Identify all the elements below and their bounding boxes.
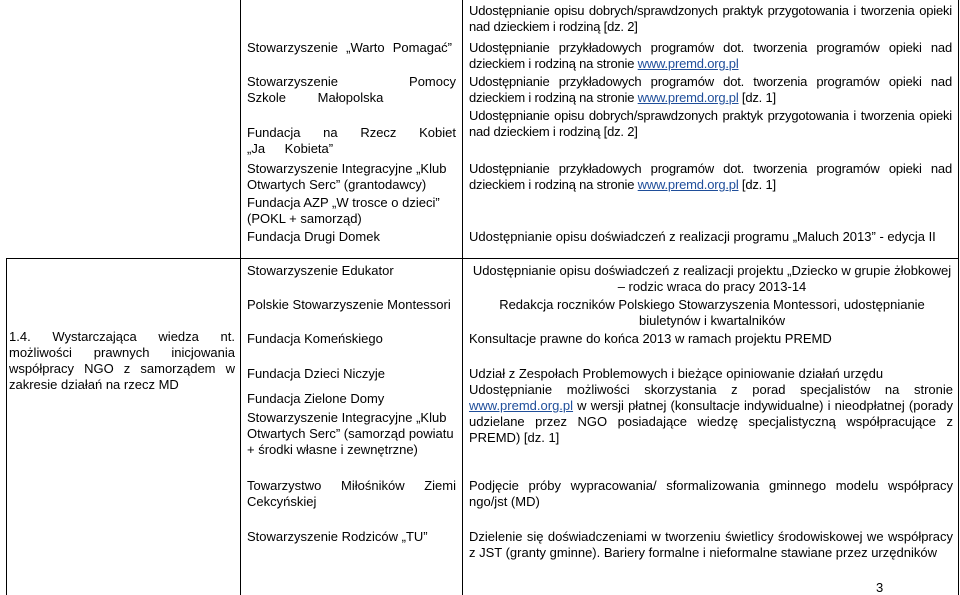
- action-rodzicow-tu: Dzielenie się doświadczeniami w tworzeniu świetlicy środowiskowej we współpracy z JST (granty gminne). Bariery formalne i nieformalne stawiane przez urzędników: [469, 529, 953, 560]
- org-rodzicow-tu: Stowarzyszenie Rodziców „TU”: [247, 529, 428, 544]
- action-sample-programs-3: Udostępnianie przykładowych programów dot. tworzenia programów opieki nad dzieckiem i rodziną na stronie www.premd.org.pl [dz. 1]: [469, 161, 952, 192]
- action-montessori: Redakcja roczników Polskiego Stowarzyszenia Montessori, udostępnianie biuletynów i kwartalników: [499, 297, 925, 328]
- org-zielone-domy: Fundacja Zielone Domy: [247, 391, 385, 406]
- org-komenskiego: Fundacja Komeńskiego: [247, 331, 383, 346]
- action-sample-programs-1: Udostępnianie przykładowych programów dot. tworzenia programów opieki nad dzieckiem i rodziną na stronie www.premd.org.pl: [469, 40, 952, 71]
- table-row-divider: [6, 258, 959, 259]
- org-drugi-domek: Fundacja Drugi Domek: [247, 229, 380, 244]
- org-warto-pomagac: Stowarzyszenie „Warto Pomagać”: [247, 40, 452, 55]
- premd-link[interactable]: www.premd.org.pl: [469, 398, 574, 413]
- premd-link[interactable]: www.premd.org.pl: [637, 56, 739, 71]
- org-ja-kobieta: Fundacja na Rzecz Kobiet „Ja Kobieta”: [247, 125, 456, 156]
- org-edukator: Stowarzyszenie Edukator: [247, 263, 394, 278]
- section-label: 1.4. Wystarczająca wiedza nt. możliwości prawnych inicjowania współpracy NGO z samorządem w zakresie działań na rzecz MD: [9, 329, 235, 392]
- org-dzieci-niczyje: Fundacja Dzieci Niczyje: [247, 366, 385, 381]
- action-edukator: Udostępnianie opisu doświadczeń z realizacji projektu „Dziecko w grupie żłobkowej – rodzic wraca do pracy 2013-14: [472, 263, 952, 294]
- org-pomocy-szkole: Stowarzyszenie Pomocy Szkole Małopolska: [247, 74, 456, 105]
- table-border-right: [958, 0, 959, 595]
- action-cekcyn: Podjęcie próby wypracowania/ sformalizowania gminnego modelu współpracy ngo/jst (MD): [469, 478, 953, 509]
- table-border-col1: [240, 0, 241, 595]
- org-cekcyn: Towarzystwo Miłośników Ziemi Cekcyńskiej: [247, 478, 456, 509]
- action-consultations: Udostępnianie możliwości skorzystania z porad specjalistów na stronie www.premd.org.pl w wersji płatnej (konsultacje indywidualne) i nieodpłatnej (porady udzielane przez NGO posiadające wiedzę specjalistyczną współpracujące z PREMD) [dz. 1]: [469, 382, 953, 445]
- action-maluch-2013: Udostępnianie opisu doświadczeń z realizacji programu „Maluch 2013” - edycja II: [469, 229, 936, 244]
- action-dzieci-niczyje: Udział z Zespołach Problemowych i bieżące opiniowanie działań urzędu: [469, 366, 884, 381]
- org-klub-otwartych-serc: Stowarzyszenie Integracyjne „Klub Otwartych Serc” (grantodawcy): [247, 161, 447, 192]
- action-good-practices-1: Udostępnianie opisu dobrych/sprawdzonych praktyk przygotowania i tworzenia opieki nad dzieckiem i rodziną [dz. 2]: [469, 3, 952, 34]
- action-komenskiego: Konsultacje prawne do końca 2013 w ramach projektu PREMD: [469, 331, 832, 346]
- table-border-left: [6, 258, 7, 595]
- premd-link[interactable]: www.premd.org.pl: [637, 90, 739, 105]
- page-number: 3: [876, 580, 884, 595]
- org-fundacja-azp: Fundacja AZP „W trosce o dzieci” (POKL + samorząd): [247, 195, 440, 226]
- org-montessori: Polskie Stowarzyszenie Montessori: [247, 297, 451, 312]
- action-sample-programs-2: Udostępnianie przykładowych programów dot. tworzenia programów opieki nad dzieckiem i rodziną na stronie www.premd.org.pl [dz. 1]: [469, 74, 952, 105]
- premd-link[interactable]: www.premd.org.pl: [637, 177, 739, 192]
- action-good-practices-2: Udostępnianie opisu dobrych/sprawdzonych praktyk przygotowania i tworzenia opieki nad dzieckiem i rodziną [dz. 2]: [469, 108, 952, 139]
- table-border-col2: [462, 0, 463, 595]
- org-klub-otwartych-serc-2: Stowarzyszenie Integracyjne „Klub Otwartych Serc” (samorząd powiatu + środki własne i zewnętrzne): [247, 410, 454, 457]
